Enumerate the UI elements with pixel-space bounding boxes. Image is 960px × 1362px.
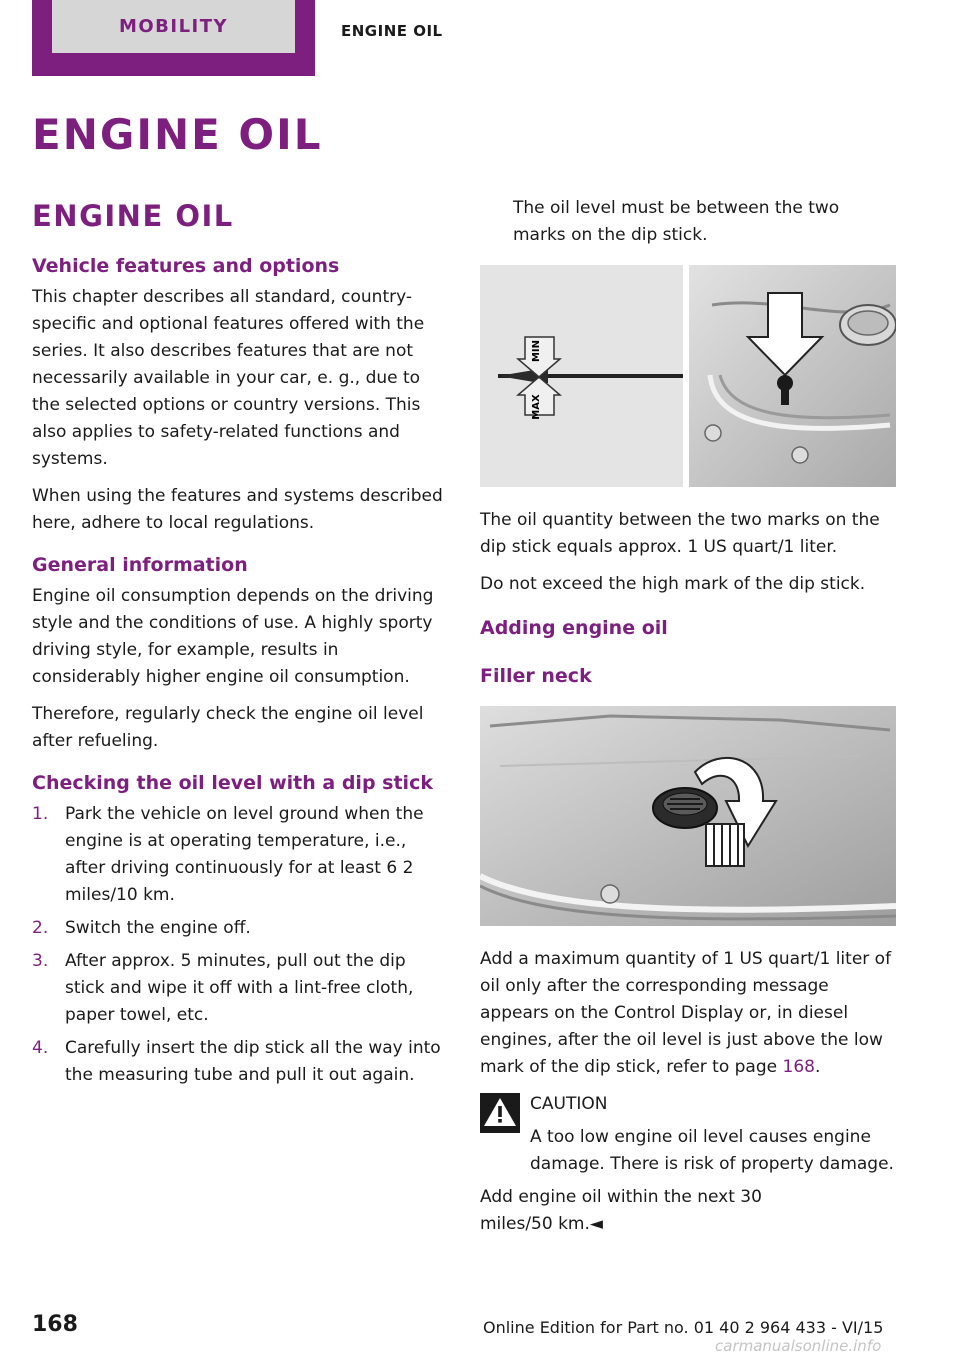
right-column [480,196,896,1248]
oil-quantity-text: The oil quantity between the two marks on the dip stick equals approx. 1 US quart/1 liter. [480,510,880,557]
edition-footer: Online Edition for Part no. 01 40 2 964 433 - VI/15 [483,1318,884,1337]
list-item [32,948,448,1029]
adding-oil-heading: Adding engine oil [480,617,668,639]
caution-box [480,1091,896,1178]
step-number: 1. [32,804,49,824]
filler-neck-heading: Filler neck [480,665,592,687]
section-title: ENGINE OIL [32,199,234,233]
min-label: MIN [531,339,542,363]
page-title: ENGINE OIL [32,110,323,159]
warning-triangle-icon [480,1093,520,1133]
caution-followup: Add engine oil within the next 30 miles/50 km.◄ [480,1187,762,1234]
vehicle-features-heading: Vehicle features and options [32,255,340,277]
section-tab-label: ENGINE OIL [341,22,443,40]
step-text: Park the vehicle on level ground when the engine is at operating temperature, i.e., after driving continuously for at least 6 2 miles/10 km. [65,804,424,905]
page-number: 168 [32,1312,78,1337]
checking-steps [32,801,448,1089]
dipstick-illustration [480,265,896,487]
step-number: 2. [32,918,49,938]
max-label: MAX [531,394,542,420]
step-text: Switch the engine off. [65,918,251,938]
general-info-paragraph-1: Engine oil consumption depends on the driving style and the conditions of use. A highly sporty driving style, for example, results in considerably higher engine oil consumption. [32,586,434,687]
list-item [32,801,448,909]
step-text: Carefully insert the dip stick all the way into the measuring tube and pull it out again. [65,1038,441,1085]
watermark: carmanualsonline.info [715,1337,882,1355]
filler-neck-illustration [480,706,896,926]
list-item [32,915,448,942]
page-reference-link[interactable]: 168 [782,1057,815,1077]
chapter-tab[interactable] [32,0,315,76]
adding-oil-text-end: . [814,1057,821,1077]
caution-title: CAUTION [530,1094,608,1114]
exceed-text: Do not exceed the high mark of the dip stick. [480,574,866,594]
chapter-tab-label: MOBILITY [52,0,295,53]
checking-heading: Checking the oil level with a dip stick [32,772,433,794]
caution-text: A too low engine oil level causes engine damage. There is risk of property damage. [530,1127,894,1174]
step-number: 4. [32,1038,49,1058]
vehicle-features-paragraph-1: This chapter describes all standard, country-specific and optional features offered with the series. It also describes features that are not necessarily available in your car, e. g., due to the selected options or country versions. This also applies to safety-related functions and systems. [32,287,425,469]
step-number: 3. [32,951,49,971]
adding-oil-instructions [480,946,896,1081]
general-info-paragraph-2: Therefore, regularly check the engine oil level after refueling. [32,704,424,751]
list-item [32,1035,448,1089]
adding-oil-text: Add a maximum quantity of 1 US quart/1 liter of oil only after the corresponding message appears on the Control Display or, in diesel engines, after the oil level is just above the low mark of the dip stick, refer to page [480,949,892,1077]
oil-level-note: The oil level must be between the two marks on the dip stick. [513,198,840,245]
step-text: After approx. 5 minutes, pull out the dip stick and wipe it off with a lint-free cloth, paper towel, etc. [65,951,414,1025]
vehicle-features-paragraph-2: When using the features and systems described here, adhere to local regulations. [32,486,443,533]
general-info-heading: General information [32,554,248,576]
left-column [32,196,448,1095]
